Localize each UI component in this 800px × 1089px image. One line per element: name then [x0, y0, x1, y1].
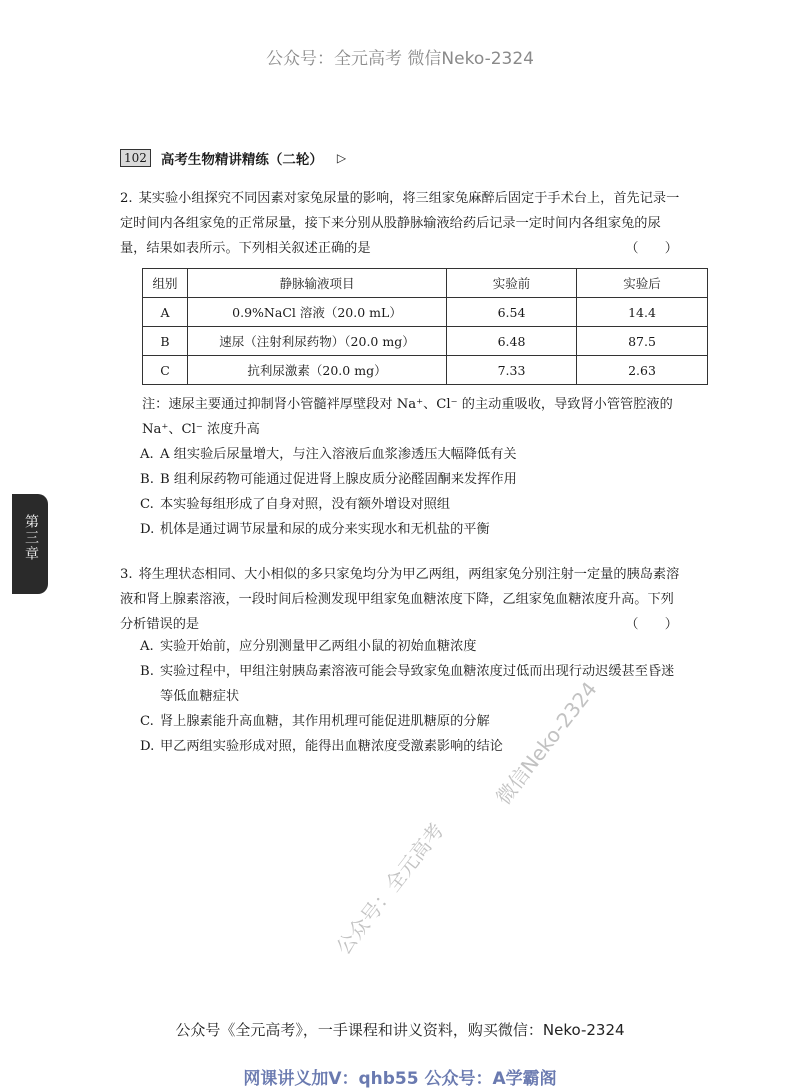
option-item: A. A 组实验后尿量增大，与注入溶液后血浆渗透压大幅降低有关 — [140, 447, 517, 462]
table-row — [143, 327, 708, 356]
option-item: A. 实验开始前，应分别测量甲乙两组小鼠的初始血糖浓度 — [140, 639, 477, 654]
question-2-answer-paren: （ ） — [625, 241, 678, 256]
results-table — [142, 268, 708, 385]
table-header-cell: 组别 — [143, 269, 188, 298]
question-3-number: 3. — [120, 567, 133, 582]
question-3-stem: 3. 将生理状态相同、大小相似的多只家兔均分为甲乙两组，两组家兔分别注射一定量的胰岛素溶液和肾上腺素溶液，一段时间后检测发现甲组家兔血糖浓度下降，乙组家兔血糖浓度升高。下列分析错误的是 （ ） — [120, 562, 682, 637]
option-item: D. 机体是通过调节尿量和尿的成分来实现水和无机盐的平衡 — [140, 522, 490, 537]
table-cell: A — [143, 298, 188, 327]
book-title: 高考生物精讲精练（二轮） — [160, 152, 323, 168]
top-watermark: 公众号：全元高考 微信Neko-2324 — [266, 49, 534, 69]
table-cell: 0.9%NaCl 溶液（20.0 mL） — [188, 298, 447, 327]
table-cell: 速尿（注射利尿药物）（20.0 mg） — [188, 327, 447, 356]
table-cell: 87.5 — [577, 327, 708, 356]
option-item: C. 肾上腺素能升高血糖，其作用机理可能促进肌糖原的分解 — [140, 714, 490, 729]
option-item: B. B 组利尿药物可能通过促进肾上腺皮质分泌醛固酮来发挥作用 — [140, 472, 517, 487]
table-cell: 2.63 — [577, 356, 708, 385]
table-cell: 14.4 — [577, 298, 708, 327]
question-2-stem: 2. 某实验小组探究不同因素对家兔尿量的影响，将三组家兔麻醉后固定于手术台上，首先记录一定时间内各组家兔的正常尿量，接下来分别从股静脉输液给药后记录一定时间内各组家兔的尿量，结果如表所示。下列相关叙述正确的是 （ ） — [120, 186, 682, 261]
table-cell: B — [143, 327, 188, 356]
table-header-cell: 静脉输液项目 — [188, 269, 447, 298]
question-3-options — [140, 634, 682, 759]
option-item: B. 实验过程中，甲组注射胰岛素溶液可能会导致家兔血糖浓度过低而出现行动迟缓甚至昏迷等低血糖症状 — [140, 664, 675, 704]
diagonal-watermark: 公众号：全元高考 — [331, 818, 449, 960]
question-2-number: 2. — [120, 191, 133, 206]
option-item: D. 甲乙两组实验形成对照，能得出血糖浓度受激素影响的结论 — [140, 739, 503, 754]
table-row — [143, 298, 708, 327]
table-cell: 抗利尿激素（20.0 mg） — [188, 356, 447, 385]
option-item: C. 本实验每组形成了自身对照，没有额外增设对照组 — [140, 497, 451, 512]
chapter-label: 第三章 — [23, 514, 39, 562]
table-row — [143, 356, 708, 385]
diagonal-watermark: 微信Neko-2324 — [491, 677, 602, 810]
footer-cut-text: 网课讲义加V：qhb55 公众号：A学霸阁 — [243, 1069, 557, 1089]
chapter-side-tab — [12, 494, 48, 594]
table-note: 注：速尿主要通过抑制肾小管髓袢厚壁段对 Na⁺、Cl⁻ 的主动重吸收，导致肾小管管腔液的 Na⁺、Cl⁻ 浓度升高 — [142, 397, 673, 437]
table-cell: 7.33 — [447, 356, 577, 385]
page-header — [120, 148, 346, 168]
footer-text: 公众号《全元高考》，一手课程和讲义资料，购买微信：Neko-2324 — [175, 1021, 625, 1039]
table-header-row — [143, 269, 708, 298]
table-header-cell: 实验前 — [447, 269, 577, 298]
triangle-marker-icon: ▷ — [336, 151, 347, 165]
table-header-cell: 实验后 — [577, 269, 708, 298]
table-cell: 6.48 — [447, 327, 577, 356]
question-3-answer-paren: （ ） — [625, 617, 678, 632]
page-number: 102 — [120, 149, 151, 167]
question-2-options — [140, 442, 682, 542]
table-cell: 6.54 — [447, 298, 577, 327]
table-cell: C — [143, 356, 188, 385]
